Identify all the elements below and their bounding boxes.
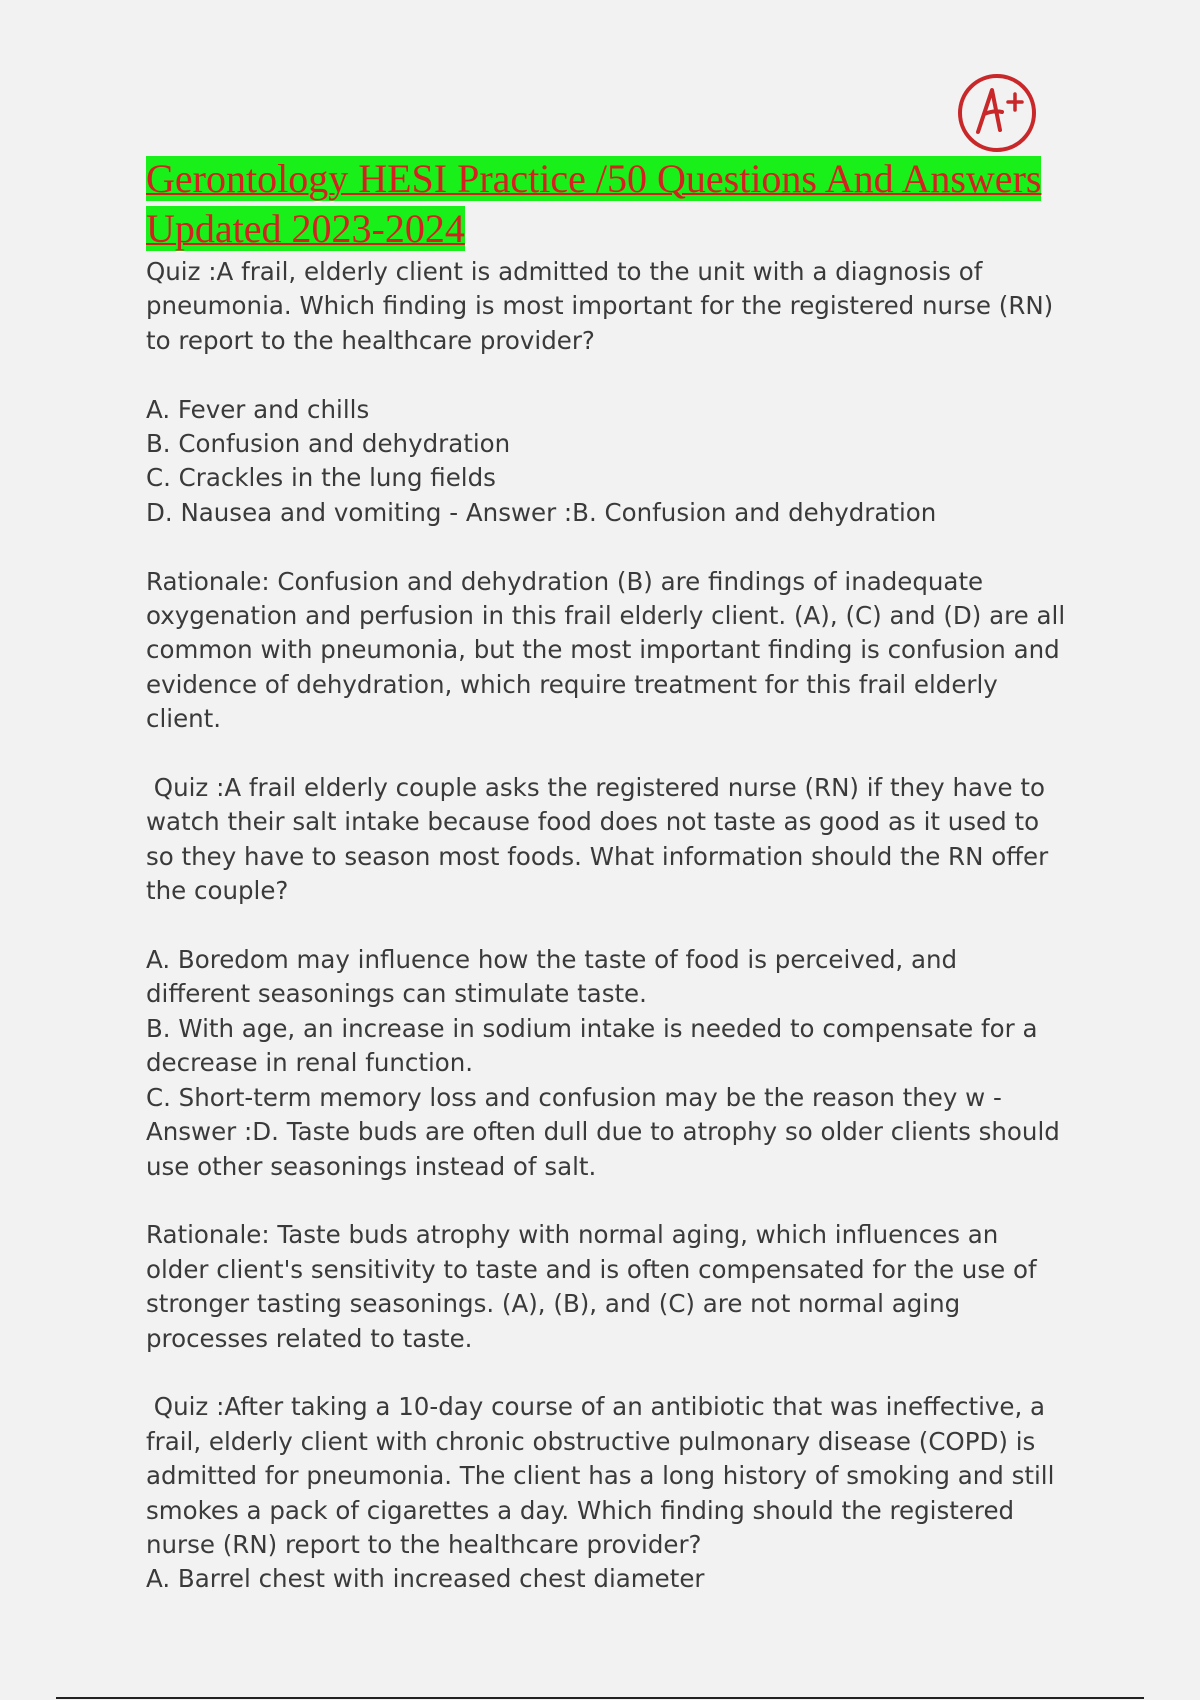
question-1-option-b: B. Confusion and dehydration bbox=[146, 429, 511, 459]
question-2-option-c: C. Short-term memory loss and confusion may be the reason they w - bbox=[146, 1082, 1002, 1112]
question-2-text: Quiz :A frail elderly couple asks the registered nurse (RN) if they have to watch their salt intake because food does not taste as good as it used to so they have to season most foods. What information should the RN offer the couple? bbox=[146, 773, 1057, 906]
question-1-text: Quiz :A frail, elderly client is admitted to the unit with a diagnosis of pneumonia. Which finding is most important for the registered nurse (RN) to report to the healthcare provider? bbox=[146, 257, 1054, 355]
question-1-option-d-answer: D. Nausea and vomiting - Answer :B. Confusion and dehydration bbox=[146, 497, 937, 527]
question-2-answer: Answer :D. Taste buds are often dull due to atrophy so older clients should use other seasonings instead of salt. bbox=[146, 1117, 1060, 1181]
question-2-option-a: A. Boredom may influence how the taste of food is perceived, and different seasonings can stimulate taste. bbox=[146, 945, 958, 1009]
grade-a-plus-stamp bbox=[956, 72, 1038, 154]
document-title bbox=[146, 154, 1066, 254]
question-1-rationale: Rationale: Confusion and dehydration (B) are findings of inadequate oxygenation and perfusion in this frail elderly client. (A), (C) and (D) are all common with pneumonia, but the most important finding is confusion and evidence of dehydration, which require treatment for this frail elderly client. bbox=[146, 566, 1066, 734]
document-title-text: Gerontology HESI Practice /50 Questions And Answers Updated 2023-2024 bbox=[146, 156, 1042, 251]
question-3-option-a: A. Barrel chest with increased chest diameter bbox=[146, 1564, 705, 1594]
question-2-rationale: Rationale: Taste buds atrophy with normal aging, which influences an older client's sensitivity to taste and is often compensated for the use of stronger tasting seasonings. (A), (B), and (C) are not normal aging processes related to taste. bbox=[146, 1220, 1037, 1353]
question-3-text: Quiz :After taking a 10-day course of an antibiotic that was ineffective, a frail, elderly client with chronic obstructive pulmonary disease (COPD) is admitted for pneumonia. The client has a long history of smoking and still smokes a pack of cigarettes a day. Which finding should the registered nurse (RN) report to the healthcare provider? bbox=[146, 1392, 1063, 1559]
document-body bbox=[146, 255, 1066, 1597]
question-2-option-b: B. With age, an increase in sodium intake is needed to compensate for a decrease in renal function. bbox=[146, 1013, 1038, 1078]
question-1-option-c: C. Crackles in the lung fields bbox=[146, 463, 496, 493]
question-1-option-a: A. Fever and chills bbox=[146, 394, 370, 424]
footer-rule bbox=[56, 1697, 1144, 1699]
